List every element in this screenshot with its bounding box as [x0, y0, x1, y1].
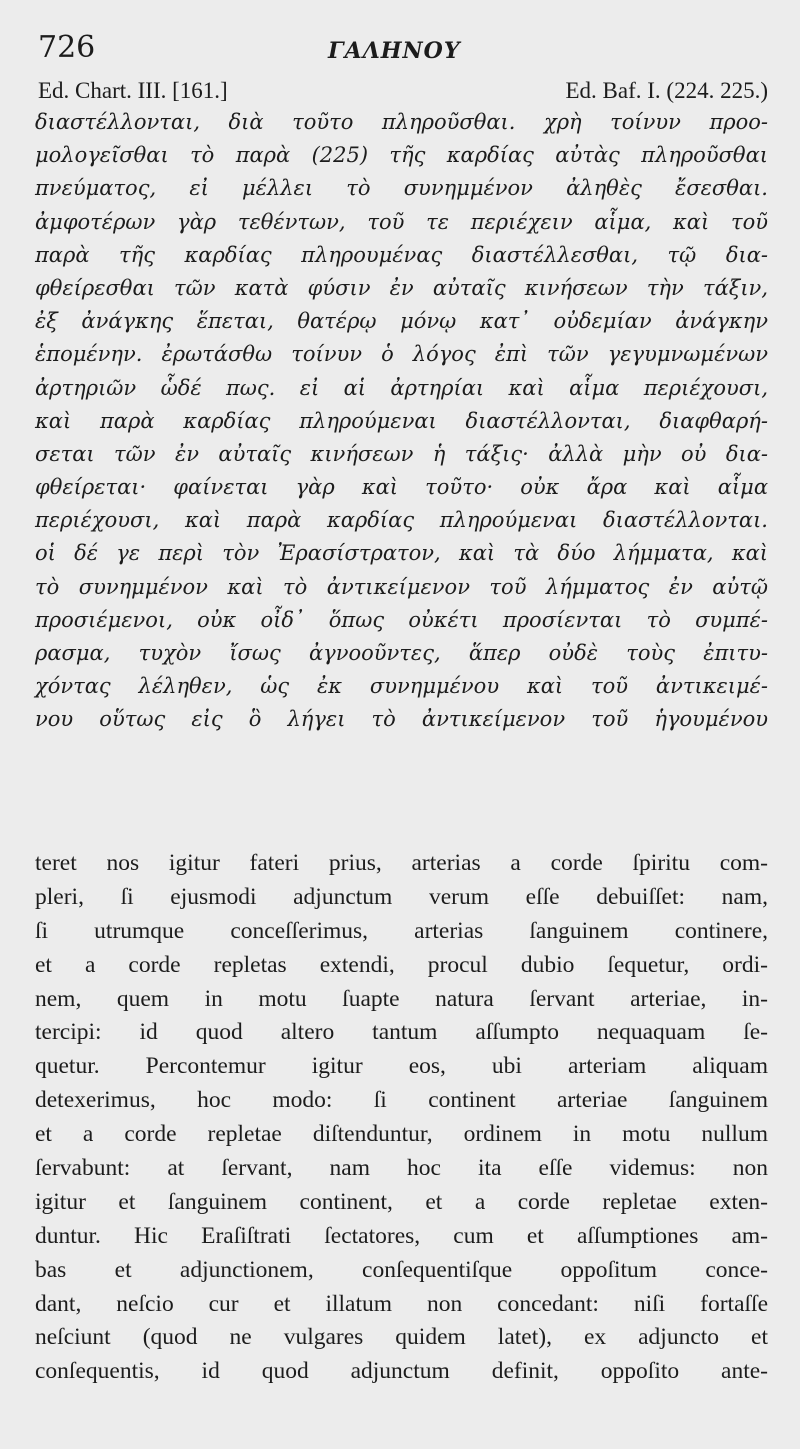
- latin-line: et a corde repletas extendi, procul dubio ſequetur, ordi-: [35, 951, 768, 978]
- latin-line: et a corde repletae diſtenduntur, ordinem in motu nullum: [35, 1121, 768, 1148]
- page-number: 726: [38, 30, 96, 65]
- latin-line: neſciunt (quod ne vulgares quidem latet), ex adjuncto et: [35, 1324, 768, 1351]
- latin-line: duntur. Hic Eraſiſtrati ſectatores, cum et aſſumptiones am-: [35, 1222, 768, 1249]
- latin-line: dant, neſcio cur et illatum non concedant: niſi fortaſſe: [35, 1290, 768, 1317]
- greek-line: παρὰ τῆς καρδίας πληρουμένας διαστέλλεσθαι, τῷ δια-: [35, 242, 768, 267]
- page-header: [38, 30, 768, 70]
- latin-line: pleri, ſi ejusmodi adjunctum verum eſſe debuiſſet: nam,: [35, 883, 768, 910]
- greek-line: οἱ δέ γε περὶ τὸν Ἐρασίστρατον, καὶ τὰ δύο λήμματα, καὶ: [35, 541, 768, 566]
- greek-line: προσιέμενοι, οὐκ οἶδ᾽ ὅπως οὐκέτι προσίενται τὸ συμπέ-: [35, 607, 768, 632]
- greek-line: φθείρεται· φαίνεται γὰρ καὶ τοῦτο· οὐκ ἄρα καὶ αἷμα: [35, 475, 768, 500]
- greek-line: ἑπομένην. ἐρωτάσθω τοίνυν ὁ λόγος ἐπὶ τῶν γεγυμνωμένων: [35, 342, 768, 367]
- latin-line: tercipi: id quod altero tantum aſſumpto nequaquam ſe-: [35, 1019, 768, 1046]
- greek-text-block: [35, 106, 768, 737]
- greek-line: περιέχουσι, καὶ παρὰ καρδίας πληρούμεναι διαστέλλονται.: [35, 508, 768, 533]
- latin-line: detexerimus, hoc modo: ſi continent arteriae ſanguinem: [35, 1087, 768, 1114]
- latin-line: conſequentis, id quod adjunctum definit, oppoſito ante-: [35, 1358, 768, 1385]
- latin-line: bas et adjunctionem, conſequentiſque oppoſitum conce-: [35, 1256, 768, 1283]
- running-head: ΓΑΛΗΝΟΥ: [328, 38, 461, 64]
- latin-line: ſervabunt: at ſervant, nam hoc ita eſſe videmus: non: [35, 1155, 768, 1182]
- edition-chartier: Ed. Chart. III. [161.]: [38, 78, 228, 103]
- greek-line: μολογεῖσθαι τὸ παρὰ (225) τῆς καρδίας αὐτὰς πληροῦσθαι: [35, 143, 768, 168]
- latin-line: teret nos igitur fateri prius, arterias a corde ſpiritu com-: [35, 850, 768, 876]
- greek-line: διαστέλλονται, διὰ τοῦτο πληροῦσθαι. χρὴ τοίνυν προο-: [35, 110, 768, 134]
- latin-line: ſi utrumque conceſſerimus, arterias ſanguinem continere,: [35, 917, 768, 944]
- greek-line: πνεύματος, εἰ μέλλει τὸ συνημμένον ἀληθὲς ἔσεσθαι.: [35, 176, 768, 201]
- edition-basel: Ed. Baf. I. (224. 225.): [565, 78, 768, 103]
- greek-line: τὸ συνημμένον καὶ τὸ ἀντικείμενον τοῦ λήμματος ἐν αὐτῷ: [35, 574, 768, 599]
- greek-line: ἐξ ἀνάγκης ἕπεται, θατέρῳ μόνῳ κατ᾽ οὐδεμίαν ἀνάγκην: [35, 309, 768, 334]
- greek-line: ρασμα, τυχὸν ἴσως ἀγνοοῦντες, ἅπερ οὐδὲ τοὺς ἐπιτυ-: [35, 641, 768, 665]
- greek-line: νου οὕτως εἰς ὃ λήγει τὸ ἀντικείμενον τοῦ ἡγουμένου: [35, 707, 768, 732]
- greek-line: καὶ παρὰ καρδίας πληρούμεναι διαστέλλονται, διαφθαρή-: [35, 408, 768, 433]
- latin-line: nem, quem in motu ſuapte natura ſervant arteriae, in-: [35, 985, 768, 1012]
- greek-line: σεται τῶν ἐν αὐταῖς κινήσεων ἡ τάξις· ἀλλὰ μὴν οὐ δια-: [35, 441, 768, 466]
- greek-line: ἀμφοτέρων γὰρ τεθέντων, τοῦ τε περιέχειν αἷμα, καὶ τοῦ: [35, 209, 768, 234]
- greek-line: φθείρεσθαι τῶν κατὰ φύσιν ἐν αὐταῖς κινήσεων τὴν τάξιν,: [35, 275, 768, 300]
- latin-line: igitur et ſanguinem continent, et a corde repletae exten-: [35, 1188, 768, 1215]
- latin-line: quetur. Percontemur igitur eos, ubi arteriam aliquam: [35, 1053, 768, 1080]
- greek-line: χόντας λέληθεν, ὡς ἐκ συνημμένου καὶ τοῦ ἀντικειμέ-: [35, 674, 768, 699]
- greek-line: ἀρτηριῶν ὧδέ πως. εἰ αἱ ἀρτηρίαι καὶ αἷμα περιέχουσι,: [35, 375, 768, 400]
- latin-text-block: [35, 847, 768, 1389]
